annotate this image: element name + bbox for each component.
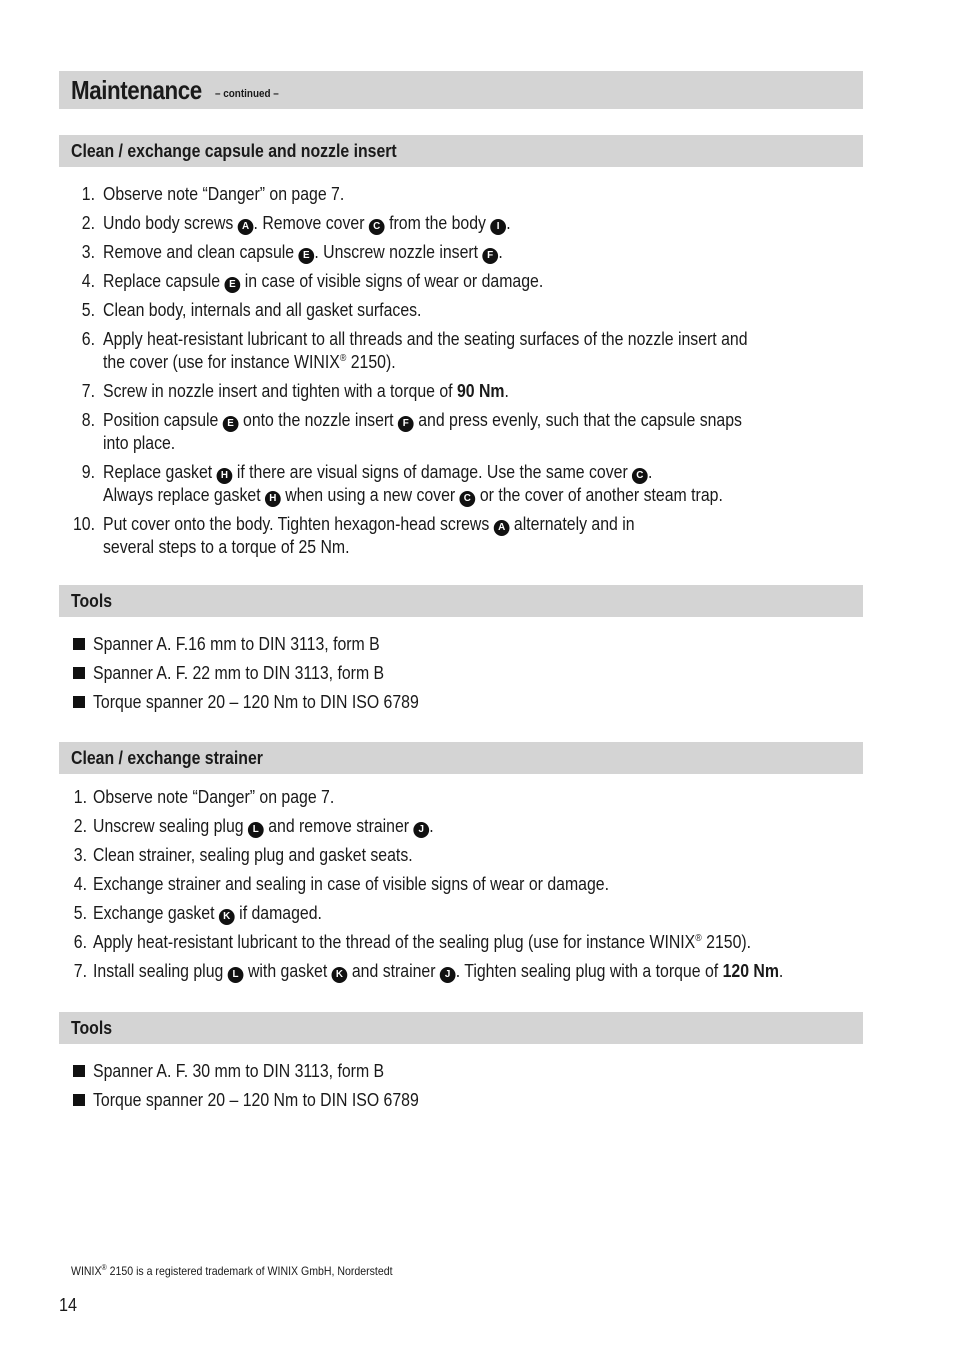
footnote-registered-mark: ® (101, 1263, 107, 1272)
square-bullet-icon (73, 667, 85, 679)
text-run: . (778, 961, 784, 981)
step-item (59, 212, 859, 235)
text-run: when using a new cover (280, 485, 460, 505)
text-run: Apply heat-resistant lubricant to all threads and the seating surfaces of the nozzle insert and (103, 329, 748, 349)
step-item (59, 183, 859, 206)
part-reference-badge: F (483, 248, 499, 264)
footnote-text-post: 2150 is a registered trademark of WINIX GmbH, Norderstedt (106, 1264, 393, 1278)
step-item (59, 380, 859, 403)
part-reference-badge: E (225, 277, 241, 293)
step-item (59, 902, 859, 925)
text-run: . Unscrew nozzle insert (314, 242, 483, 262)
text-run: Screw in nozzle insert and tighten with a torque of (103, 381, 457, 401)
step-text (103, 299, 768, 322)
text-run: Apply heat-resistant lubricant to the thread of the sealing plug (use for instance WINIX (93, 932, 696, 952)
step-item (59, 328, 859, 374)
text-run: onto the nozzle insert (238, 410, 398, 430)
step-item (59, 786, 859, 809)
section-heading-capsule (59, 135, 863, 167)
text-run: if there are visual signs of damage. Use the same cover (232, 462, 633, 482)
part-reference-badge: H (217, 468, 233, 484)
section-heading-strainer (59, 742, 863, 774)
step-text (103, 380, 768, 403)
part-reference-badge: I (490, 219, 506, 235)
text-run: if damaged. (234, 903, 322, 923)
page-title-bar (59, 71, 863, 109)
step-number: 4. (81, 271, 95, 291)
torque-value: 120 Nm (722, 961, 779, 981)
text-run: . (429, 816, 434, 836)
part-reference-badge: C (632, 468, 648, 484)
text-run: Exchange strainer and sealing in case of visible signs of wear or damage. (93, 874, 609, 894)
step-number: 4. (73, 874, 87, 894)
step-item (59, 299, 859, 322)
step-number: 5. (73, 903, 87, 923)
step-item (59, 815, 859, 838)
step-text (93, 902, 767, 925)
part-reference-badge: J (440, 967, 456, 983)
strainer-steps-list (59, 786, 859, 989)
footnote-text-pre: WINIX (71, 1264, 102, 1278)
page-title: Maintenance (71, 74, 202, 105)
text-run: in case of visible signs of wear or damage. (240, 271, 544, 291)
step-item (59, 960, 859, 983)
section-heading-tools-1 (59, 585, 863, 617)
capsule-steps-list (59, 183, 859, 565)
text-run: . Tighten sealing plug with a torque of (455, 961, 723, 981)
step-text (93, 960, 784, 983)
square-bullet-icon (73, 696, 85, 708)
step-text (93, 815, 767, 838)
step-item (59, 931, 859, 954)
step-number: 7. (81, 381, 95, 401)
trademark-footnote (71, 1264, 393, 1278)
section-heading-strainer-text: Clean / exchange strainer (71, 747, 263, 768)
tool-text: Torque spanner 20 – 120 Nm to DIN ISO 6789 (93, 692, 419, 712)
text-run: Clean body, internals and all gasket surfaces. (103, 300, 422, 320)
step-number: 8. (81, 410, 95, 430)
step-item (59, 241, 859, 264)
text-run: Replace capsule (103, 271, 225, 291)
section-heading-tools-1-text: Tools (71, 590, 113, 611)
text-run: . (647, 462, 653, 482)
step-text (103, 270, 768, 293)
text-run: Undo body screws (103, 213, 238, 233)
square-bullet-icon (73, 1094, 85, 1106)
text-run: several steps to a torque of 25 Nm. (103, 537, 350, 557)
tools-1-list (59, 633, 859, 720)
tool-text: Spanner A. F. 30 mm to DIN 3113, form B (93, 1061, 385, 1081)
section-heading-tools-2 (59, 1012, 863, 1044)
text-run: Unscrew sealing plug (93, 816, 248, 836)
text-run: . (506, 213, 511, 233)
tool-text: Spanner A. F. 22 mm to DIN 3113, form B (93, 663, 385, 683)
tools-2-list (59, 1060, 859, 1118)
step-item (59, 844, 859, 867)
text-run: Always replace gasket (103, 485, 266, 505)
step-item (59, 270, 859, 293)
tool-text: Torque spanner 20 – 120 Nm to DIN ISO 6789 (93, 1090, 419, 1110)
step-item (59, 461, 859, 507)
step-text (93, 786, 767, 809)
page-number: 14 (59, 1295, 78, 1315)
text-run: 2150). (701, 932, 752, 952)
text-run: Clean strainer, sealing plug and gasket seats. (93, 845, 413, 865)
step-text (93, 844, 767, 867)
square-bullet-icon (73, 1065, 85, 1077)
step-item (59, 409, 859, 455)
text-run: . Remove cover (253, 213, 369, 233)
square-bullet-icon (73, 638, 85, 650)
step-number: 6. (81, 329, 95, 349)
text-run: Replace gasket (103, 462, 217, 482)
tool-item (59, 662, 859, 685)
text-run: Put cover onto the body. Tighten hexagon-head screws (103, 514, 494, 534)
text-run: from the body (384, 213, 491, 233)
text-run: the cover (use for instance WINIX (103, 352, 340, 372)
step-number: 6. (73, 932, 87, 952)
part-reference-badge: F (398, 416, 414, 432)
step-text (103, 461, 768, 507)
step-number: 9. (81, 462, 95, 482)
text-run: . (498, 242, 503, 262)
step-number: 1. (73, 787, 87, 807)
part-reference-badge: E (223, 416, 239, 432)
text-run: Observe note “Danger” on page 7. (103, 184, 345, 204)
section-heading-capsule-text: Clean / exchange capsule and nozzle insert (71, 140, 397, 161)
step-item (59, 513, 859, 559)
step-text (93, 873, 767, 896)
section-heading-tools-2-text: Tools (71, 1017, 113, 1038)
text-run: and remove strainer (263, 816, 414, 836)
step-text (93, 931, 767, 954)
tool-item (59, 1060, 859, 1083)
step-number: 5. (81, 300, 95, 320)
text-run: into place. (103, 433, 176, 453)
tool-item (59, 1089, 859, 1112)
step-text (103, 241, 768, 264)
text-run: alternately and in (509, 514, 635, 534)
step-text (103, 183, 768, 206)
step-number: 10. (72, 514, 95, 534)
part-reference-badge: C (460, 491, 476, 507)
text-run: Position capsule (103, 410, 223, 430)
step-item (59, 873, 859, 896)
part-reference-badge: A (238, 219, 254, 235)
step-number: 7. (73, 961, 87, 981)
tool-item (59, 691, 859, 714)
part-reference-badge: H (265, 491, 281, 507)
step-number: 2. (81, 213, 95, 233)
text-run: Remove and clean capsule (103, 242, 299, 262)
step-text (103, 409, 768, 455)
step-number: 2. (73, 816, 87, 836)
text-run: Install sealing plug (93, 961, 228, 981)
text-run: and strainer (347, 961, 440, 981)
step-text (103, 212, 768, 235)
text-run: 2150). (346, 352, 396, 372)
text-run: and press evenly, such that the capsule snaps (413, 410, 742, 430)
part-reference-badge: C (369, 219, 385, 235)
text-run: Observe note “Danger” on page 7. (93, 787, 335, 807)
step-text (103, 513, 768, 559)
page-subtitle: – continued – (215, 88, 279, 100)
part-reference-badge: L (228, 967, 244, 983)
tool-item (59, 633, 859, 656)
text-run: with gasket (243, 961, 332, 981)
step-number: 3. (81, 242, 95, 262)
step-number: 3. (73, 845, 87, 865)
part-reference-badge: J (414, 822, 430, 838)
text-run: or the cover of another steam trap. (475, 485, 723, 505)
torque-value: 90 Nm (456, 381, 505, 401)
step-number: 1. (81, 184, 95, 204)
tool-text: Spanner A. F.16 mm to DIN 3113, form B (93, 634, 380, 654)
text-run: Exchange gasket (93, 903, 219, 923)
registered-mark: ® (339, 353, 347, 364)
part-reference-badge: K (219, 909, 235, 925)
part-reference-badge: K (332, 967, 348, 983)
part-reference-badge: L (248, 822, 264, 838)
text-run: . (504, 381, 509, 401)
part-reference-badge: A (494, 520, 510, 536)
registered-mark: ® (695, 933, 702, 944)
step-text (103, 328, 768, 374)
part-reference-badge: E (299, 248, 315, 264)
